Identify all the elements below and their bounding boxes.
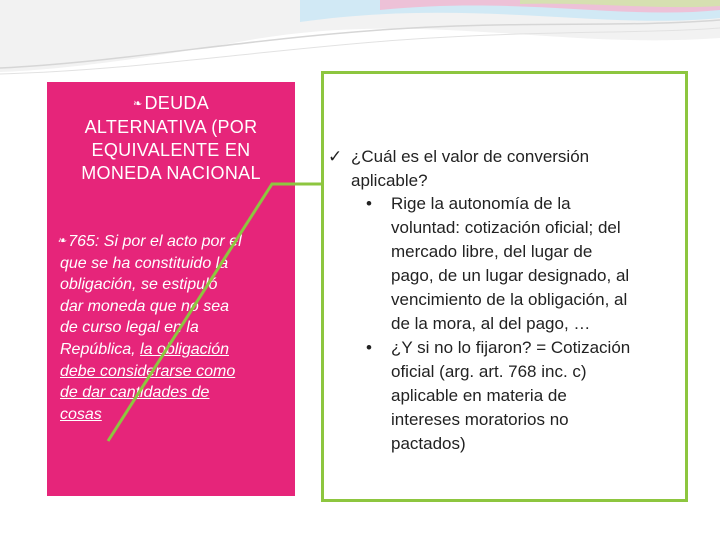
bookmark-bullet-icon: ❧: [57, 235, 67, 247]
body-line: dar moneda que no sea: [60, 297, 230, 315]
left-content-panel: [47, 82, 295, 496]
bullet2-line: oficial (arg. art. 768 inc. c): [391, 362, 587, 381]
heading-line: ALTERNATIVA (POR: [84, 117, 258, 137]
bullet-dot-icon: •: [366, 338, 372, 357]
bullet-dot-icon: •: [366, 194, 372, 213]
bullet2-line: intereses moratorios no: [391, 410, 569, 429]
body-line-underlined: de dar cantidades de: [60, 384, 210, 402]
bullet1-line: vencimiento de la obligación, al: [391, 290, 628, 309]
heading-line: ❧ DEUDA: [47, 92, 295, 116]
heading-line: MONEDA NACIONAL: [81, 163, 261, 183]
question-line: aplicable?: [351, 171, 428, 190]
decorative-header-swoosh: [0, 0, 720, 80]
bullet1-line: voluntad: cotización oficial; del: [391, 218, 621, 237]
panel-heading: [47, 92, 295, 185]
heading-line: EQUIVALENTE EN: [91, 140, 251, 160]
question-line: ¿Cuál es el valor de conversión: [351, 147, 590, 166]
bullet1-line: mercado libre, del lugar de: [391, 242, 593, 261]
check-mark-icon: ✓: [328, 147, 343, 166]
bullet1-line: de la mora, al del pago, …: [391, 314, 591, 333]
body-line-underlined: cosas: [60, 405, 102, 423]
body-line-underlined: debe considerarse como: [60, 362, 236, 380]
bookmark-bullet-icon: ❧: [132, 98, 143, 110]
bullet2-line: ¿Y si no lo fijaron? = Cotización: [391, 338, 631, 357]
bullet2-line: pactados): [391, 434, 466, 453]
body-line: República, la obligación: [60, 340, 229, 358]
underlined-phrase: la obligación: [140, 340, 229, 358]
body-line: ❧ 765: Si por el acto por el: [57, 231, 289, 253]
article-765-text: [57, 231, 289, 425]
body-line: obligación, se estipuló: [60, 276, 218, 294]
bullet2-line: aplicable en materia de: [391, 386, 567, 405]
body-line: de curso legal en la: [60, 319, 199, 337]
bullet1-line: Rige la autonomía de la: [391, 194, 571, 213]
bullet1-line: pago, de un lugar designado, al: [391, 266, 630, 285]
body-line: que se ha constituido la: [60, 254, 229, 272]
